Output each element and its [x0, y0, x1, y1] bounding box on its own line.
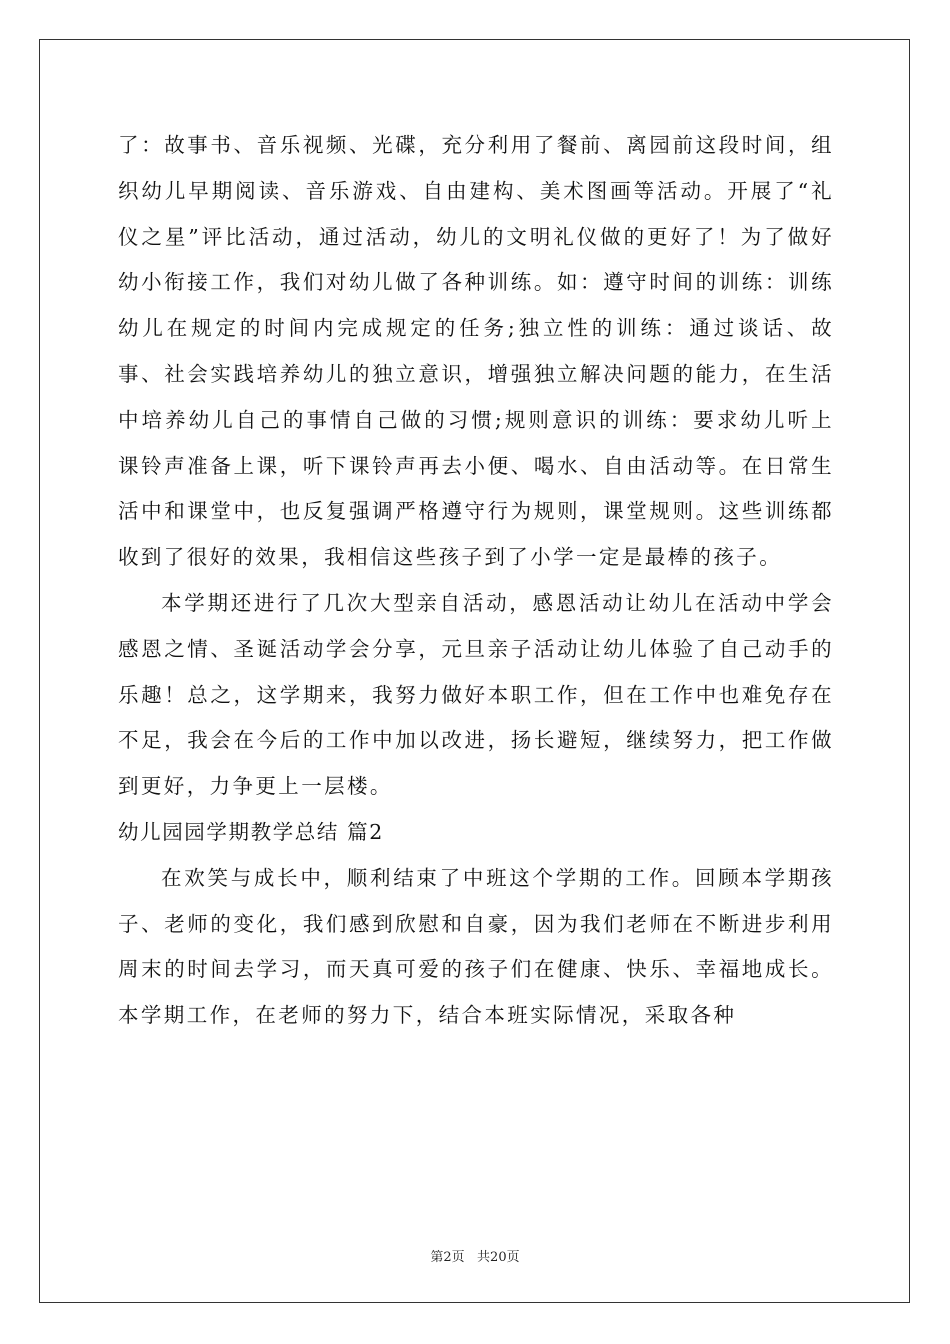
paragraph-parent-activities: 本学期还进行了几次大型亲自活动，感恩活动让幼儿在活动中学会感恩之情、圣诞活动学会分享，元旦亲子活动让幼儿体验了自己动手的乐趣！总之，这学期来，我努力做好本职工作，但在工作中也难免存在不足，我会在今后的工作中加以改进，扬长避短，继续努力，把工作做到更好，力争更上一层楼。 — [118, 590, 834, 799]
paragraph-continuation: 了：故事书、音乐视频、光碟，充分利用了餐前、离园前这段时间，组织幼儿早期阅读、音乐游戏、自由建构、美术图画等活动。开展了“礼仪之星”评比活动，通过活动，幼儿的文明礼仪做的更好了！为了做好幼小衔接工作，我们对幼儿做了各种训练。如：遵守时间的训练：训练幼儿在规定的时间内完成规定的任务;独立性的训练：通过谈话、故事、社会实践培养幼儿的独立意识，增强独立解决问题的能力，在生活中培养幼儿自己的事情自己做的习惯;规则意识的训练：要求幼儿听上课铃声准备上课，听下课铃声再去小便、喝水、自由活动等。在日常生活中和课堂中，也反复强调严格遵守行为规则，课堂规则。这些训练都收到了很好的效果，我相信这些孩子到了小学一定是最棒的孩子。 — [118, 133, 834, 570]
section-heading: 幼儿园园学期教学总结 篇2 — [118, 819, 384, 844]
document-body — [118, 123, 834, 1039]
paragraph-middle-class-summary: 在欢笑与成长中，顺利结束了中班这个学期的工作。回顾本学期孩子、老师的变化，我们感到欣慰和自豪，因为我们老师在不断进步利用周末的时间去学习，而天真可爱的孩子们在健康、快乐、幸福地成长。本学期工作，在老师的努力下，结合本班实际情况，采取各种 — [118, 865, 834, 1028]
page-number-footer: 第2页 共20页 — [430, 1250, 520, 1265]
